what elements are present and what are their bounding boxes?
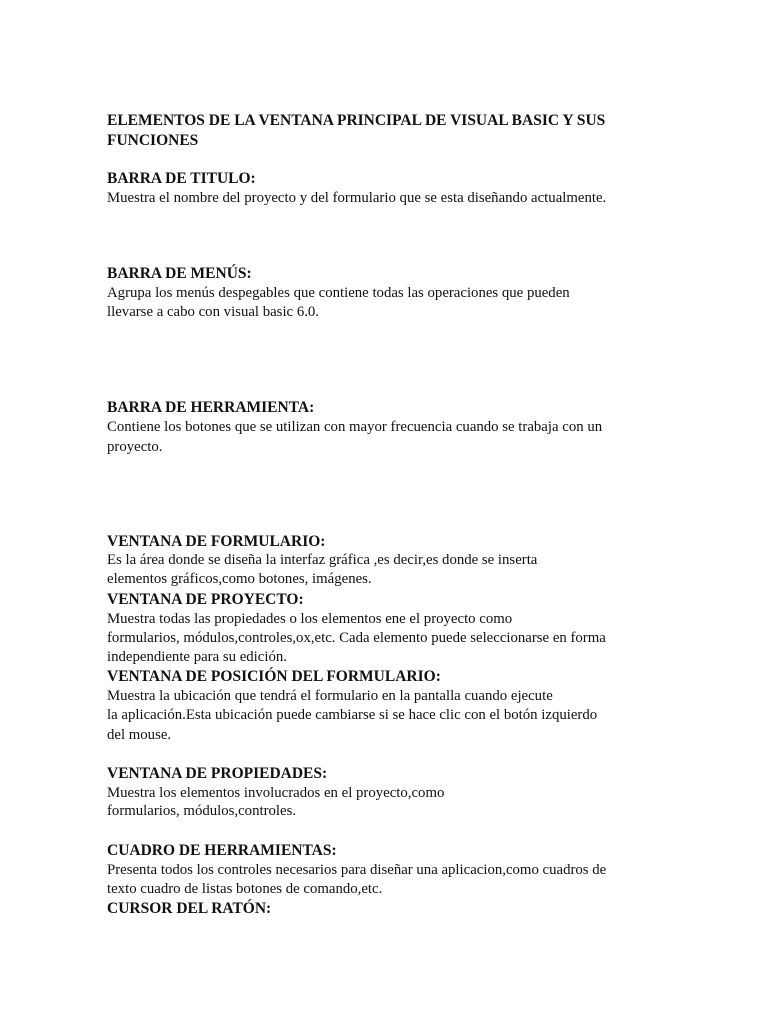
section-heading-ventana-de-posicion: VENTANA DE POSICIÓN DEL FORMULARIO:: [107, 668, 441, 685]
section-text-cuadro-de-herramientas-2: texto cuadro de listas botones de comando,etc.: [107, 881, 383, 897]
section-heading-ventana-de-propiedades: VENTANA DE PROPIEDADES:: [107, 765, 328, 782]
section-heading-ventana-de-formulario: VENTANA DE FORMULARIO:: [107, 533, 326, 550]
section-heading-ventana-de-proyecto: VENTANA DE PROYECTO:: [107, 591, 304, 608]
document-title-line-1: ELEMENTOS DE LA VENTANA PRINCIPAL DE VISUAL BASIC Y SUS: [107, 112, 606, 129]
section-text-barra-de-titulo: Muestra el nombre del proyecto y del formulario que se esta diseñando actualmente.: [107, 190, 607, 206]
section-heading-cuadro-de-herramientas: CUADRO DE HERRAMIENTAS:: [107, 842, 337, 859]
section-text-ventana-de-posicion-2: la aplicación.Esta ubicación puede cambiarse si se hace clic con el botón izquierdo: [107, 707, 598, 723]
section-heading-barra-de-menus: BARRA DE MENÚS:: [107, 265, 252, 282]
section-text-ventana-de-propiedades-2: formularios, módulos,controles.: [107, 803, 297, 819]
section-heading-barra-de-herramienta: BARRA DE HERRAMIENTA:: [107, 399, 315, 416]
section-text-ventana-de-proyecto-2: formularios, módulos,controles,ox,etc. Cada elemento puede seleccionarse en forma: [107, 630, 606, 646]
section-text-ventana-de-propiedades-1: Muestra los elementos involucrados en el proyecto,como: [107, 785, 445, 801]
section-text-barra-de-herramienta-1: Contiene los botones que se utilizan con mayor frecuencia cuando se trabaja con un: [107, 419, 603, 435]
section-text-cuadro-de-herramientas-1: Presenta todos los controles necesarios para diseñar una aplicacion,como cuadros de: [107, 862, 607, 878]
section-heading-barra-de-titulo: BARRA DE TITULO:: [107, 170, 256, 187]
section-text-barra-de-herramienta-2: proyecto.: [107, 439, 163, 455]
document-title-line-2: FUNCIONES: [107, 132, 199, 149]
section-text-ventana-de-posicion-1: Muestra la ubicación que tendrá el formulario en la pantalla cuando ejecute: [107, 688, 553, 704]
section-text-ventana-de-proyecto-1: Muestra todas las propiedades o los elementos ene el proyecto como: [107, 611, 513, 627]
section-text-ventana-de-posicion-3: del mouse.: [107, 727, 172, 743]
section-text-barra-de-menus-2: llevarse a cabo con visual basic 6.0.: [107, 304, 320, 320]
section-text-ventana-de-proyecto-3: independiente para su edición.: [107, 649, 287, 665]
section-text-barra-de-menus-1: Agrupa los menús despegables que contiene todas las operaciones que pueden: [107, 285, 570, 301]
section-text-ventana-de-formulario-1: Es la área donde se diseña la interfaz gráfica ,es decir,es donde se inserta: [107, 552, 538, 568]
section-heading-cursor-del-raton: CURSOR DEL RATÓN:: [107, 900, 272, 917]
section-text-ventana-de-formulario-2: elementos gráficos,como botones, imágenes.: [107, 571, 372, 587]
